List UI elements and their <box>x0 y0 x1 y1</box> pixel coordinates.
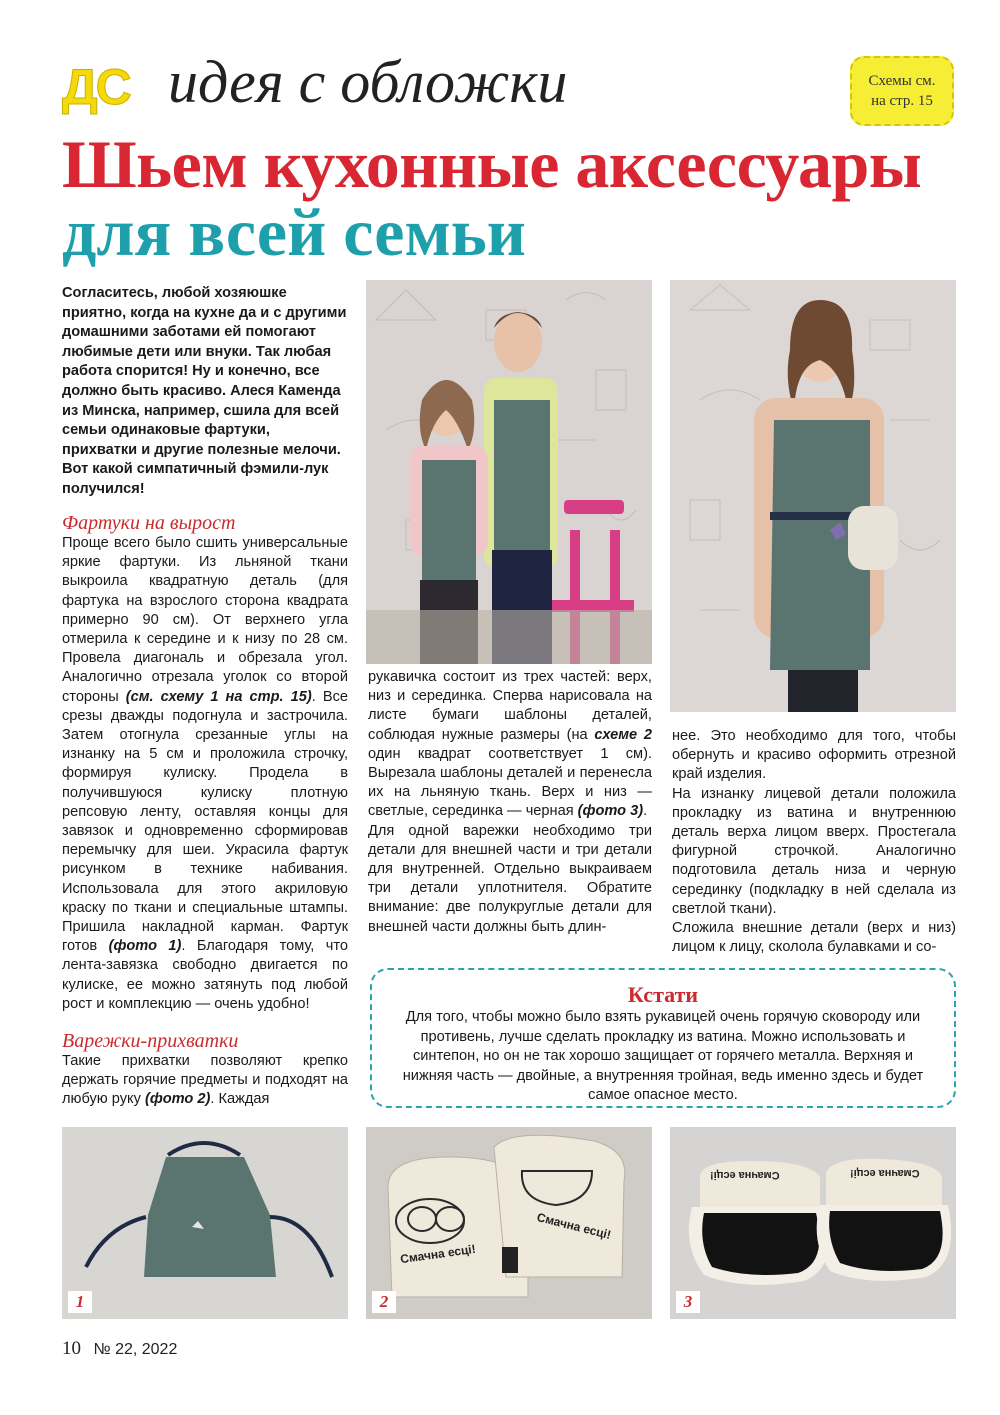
badge-line1: Схемы см. <box>868 73 936 89</box>
mittens-inside-illustration <box>670 1127 956 1319</box>
col3-para2: На изнанку лицевой детали положила прокладку из ватина и внутреннюю деталь верха лицом вверх. Простегала фигурной строчкой. Аналогично подготовила деталь низа и черную серединку (подкладку в ней сделала из светлой ткани). <box>672 785 956 917</box>
scheme-ref-2: схеме 2 <box>594 726 652 743</box>
photo-number-3: 3 <box>676 1291 700 1313</box>
mittens-text <box>62 1052 348 1110</box>
photo-1-apron <box>62 1127 348 1319</box>
col3-para3: Сложила внешние детали (верх и низ) лицом к лицу, сколола булавками и со- <box>672 920 956 956</box>
mittens-text-a: Такие прихватки позволяют крепко держать горячие предметы и подходят на любую руку <box>62 1053 348 1108</box>
apron-photo-illustration <box>62 1127 348 1319</box>
mitt-caption-4: Смачна есці! <box>850 1167 920 1179</box>
scheme-ref-1: (см. схему 1 на стр. 15) <box>125 688 312 705</box>
photo-2-mittens <box>366 1127 652 1319</box>
mitt-caption-3: Смачна есці! <box>710 1169 780 1181</box>
photo-woman-apron <box>670 280 956 712</box>
photo-number-2: 2 <box>372 1291 396 1313</box>
column-2 <box>368 668 652 937</box>
schemes-badge <box>850 56 954 126</box>
aprons-text <box>62 534 348 1014</box>
issue-number: № 22, 2022 <box>93 1341 178 1358</box>
section-mittens <box>62 1030 348 1110</box>
mittens-photo-illustration <box>366 1127 652 1319</box>
mitt-caption-1: Смачна есці! <box>399 1241 477 1267</box>
col2-text-a: рукавичка состоит из трех частей: верх, низ и серединка. Сперва нарисовала на листе бумаги шаблоны деталей, соблюдая нужные размеры (на <box>368 669 652 743</box>
kstati-box <box>370 968 956 1108</box>
rubric-title: идея с обложки <box>168 49 568 115</box>
aprons-text-a: Проще всего было сшить универсальные яркие фартуки. Из льняной ткани выкроила квадратную деталь (для фартука на взрослого сторона квадрата примерно 90 см). От верхнего угла отмерила к середине и к низу по 28 см. Провела диагональ и обрезала угол. Аналогично отрезала уголок со второй стороны <box>62 535 348 705</box>
children-photo-illustration <box>366 280 652 664</box>
badge-line2: на стр. 15 <box>871 93 933 109</box>
page-number: 10 <box>62 1338 81 1359</box>
photo-ref-1: (фото 1) <box>108 938 182 955</box>
aprons-text-c: . Благодаря тому, что лента-завязка свободно двигается по кулиске, ее можно затянуть под любой рост и комплекцию — очень удобно! <box>62 938 348 1012</box>
photo-3-mittens-inside <box>670 1127 956 1319</box>
magazine-logo: ДС <box>62 59 130 115</box>
section-heading-mittens: Варежки-прихватки <box>62 1030 239 1052</box>
col2-text-b: один квадрат соответствует 1 см). Вырезала шаблоны деталей и перенесла их на льняную ткань. Верх и низ — светлые, серединка — черная <box>368 745 652 820</box>
col2-text-c: . <box>643 803 648 820</box>
section-heading-aprons: Фартуки на вырост <box>62 512 236 534</box>
woman-photo-illustration <box>670 280 956 712</box>
column-3 <box>672 727 956 957</box>
kstati-title: Кстати <box>627 982 699 1007</box>
kstati-text: Для того, чтобы можно было взять рукавицей очень горячую сковороду или противень, лучше сделать прокладку из ватина. Можно использовать и синтепон, но он не так хорошо защищает от горячего металла. Верхняя и нижняя часть — двойные, а внутренняя тройная, ведь именно здесь и будет самое опасное место. <box>402 1009 924 1103</box>
photo-ref-2: (фото 2) <box>144 1091 211 1108</box>
article-title-line1: Шьем кухонные аксессуары <box>62 126 922 202</box>
photo-children-aprons <box>366 280 652 664</box>
photo-ref-3: (фото 3) <box>577 803 644 820</box>
section-aprons <box>62 512 348 1014</box>
col3-para1: нее. Это необходимо для того, чтобы обернуть и красиво оформить отрезной край изделия. <box>672 728 956 783</box>
col2-para1 <box>368 668 652 822</box>
aprons-text-b: . Все срезы дважды подогнула и застрочила. Затем отогнула срезанные углы на изнанку на 5 см и проложила строчку, формируя кулиску. Продела в получившуюся кулиску плотную репсовую ленту, оставляя концы для завязок и одновременно сформировав перемычку для шеи. Украсила фартук рисунком в технике набивания. Использовала для этого акриловую краску по ткани и специальные штампы. Пришила накладной карман. Фартук готов <box>62 688 348 955</box>
col2-para2: Для одной варежки необходимо три детали для внешней части и три детали для внутренней. Отдельно выкраиваем три детали уплотнителя. Обратите внимание: две полукруглые детали для внешней части должны быть длин- <box>368 822 652 935</box>
mittens-text-b: . Каждая <box>210 1091 270 1108</box>
mitt-caption-2: Смачна есці! <box>535 1210 613 1242</box>
page-footer <box>62 1338 177 1360</box>
lead-paragraph: Согласитесь, любой хозяюшке приятно, когда на кухне да и с другими домашними заботами ей помогают любимые дети или внуки. Так любая работа спорится! Ну и конечно, все должно быть красиво. Алеся Каменда из Минска, например, сшила для всей семьи одинаковые фартуки, прихватки и другие полезные мелочи. Вот какой симпатичный фэмили-лук получился! <box>62 285 347 497</box>
photo-number-1: 1 <box>68 1291 92 1313</box>
article-title-line2: для всей семьи <box>62 194 526 270</box>
